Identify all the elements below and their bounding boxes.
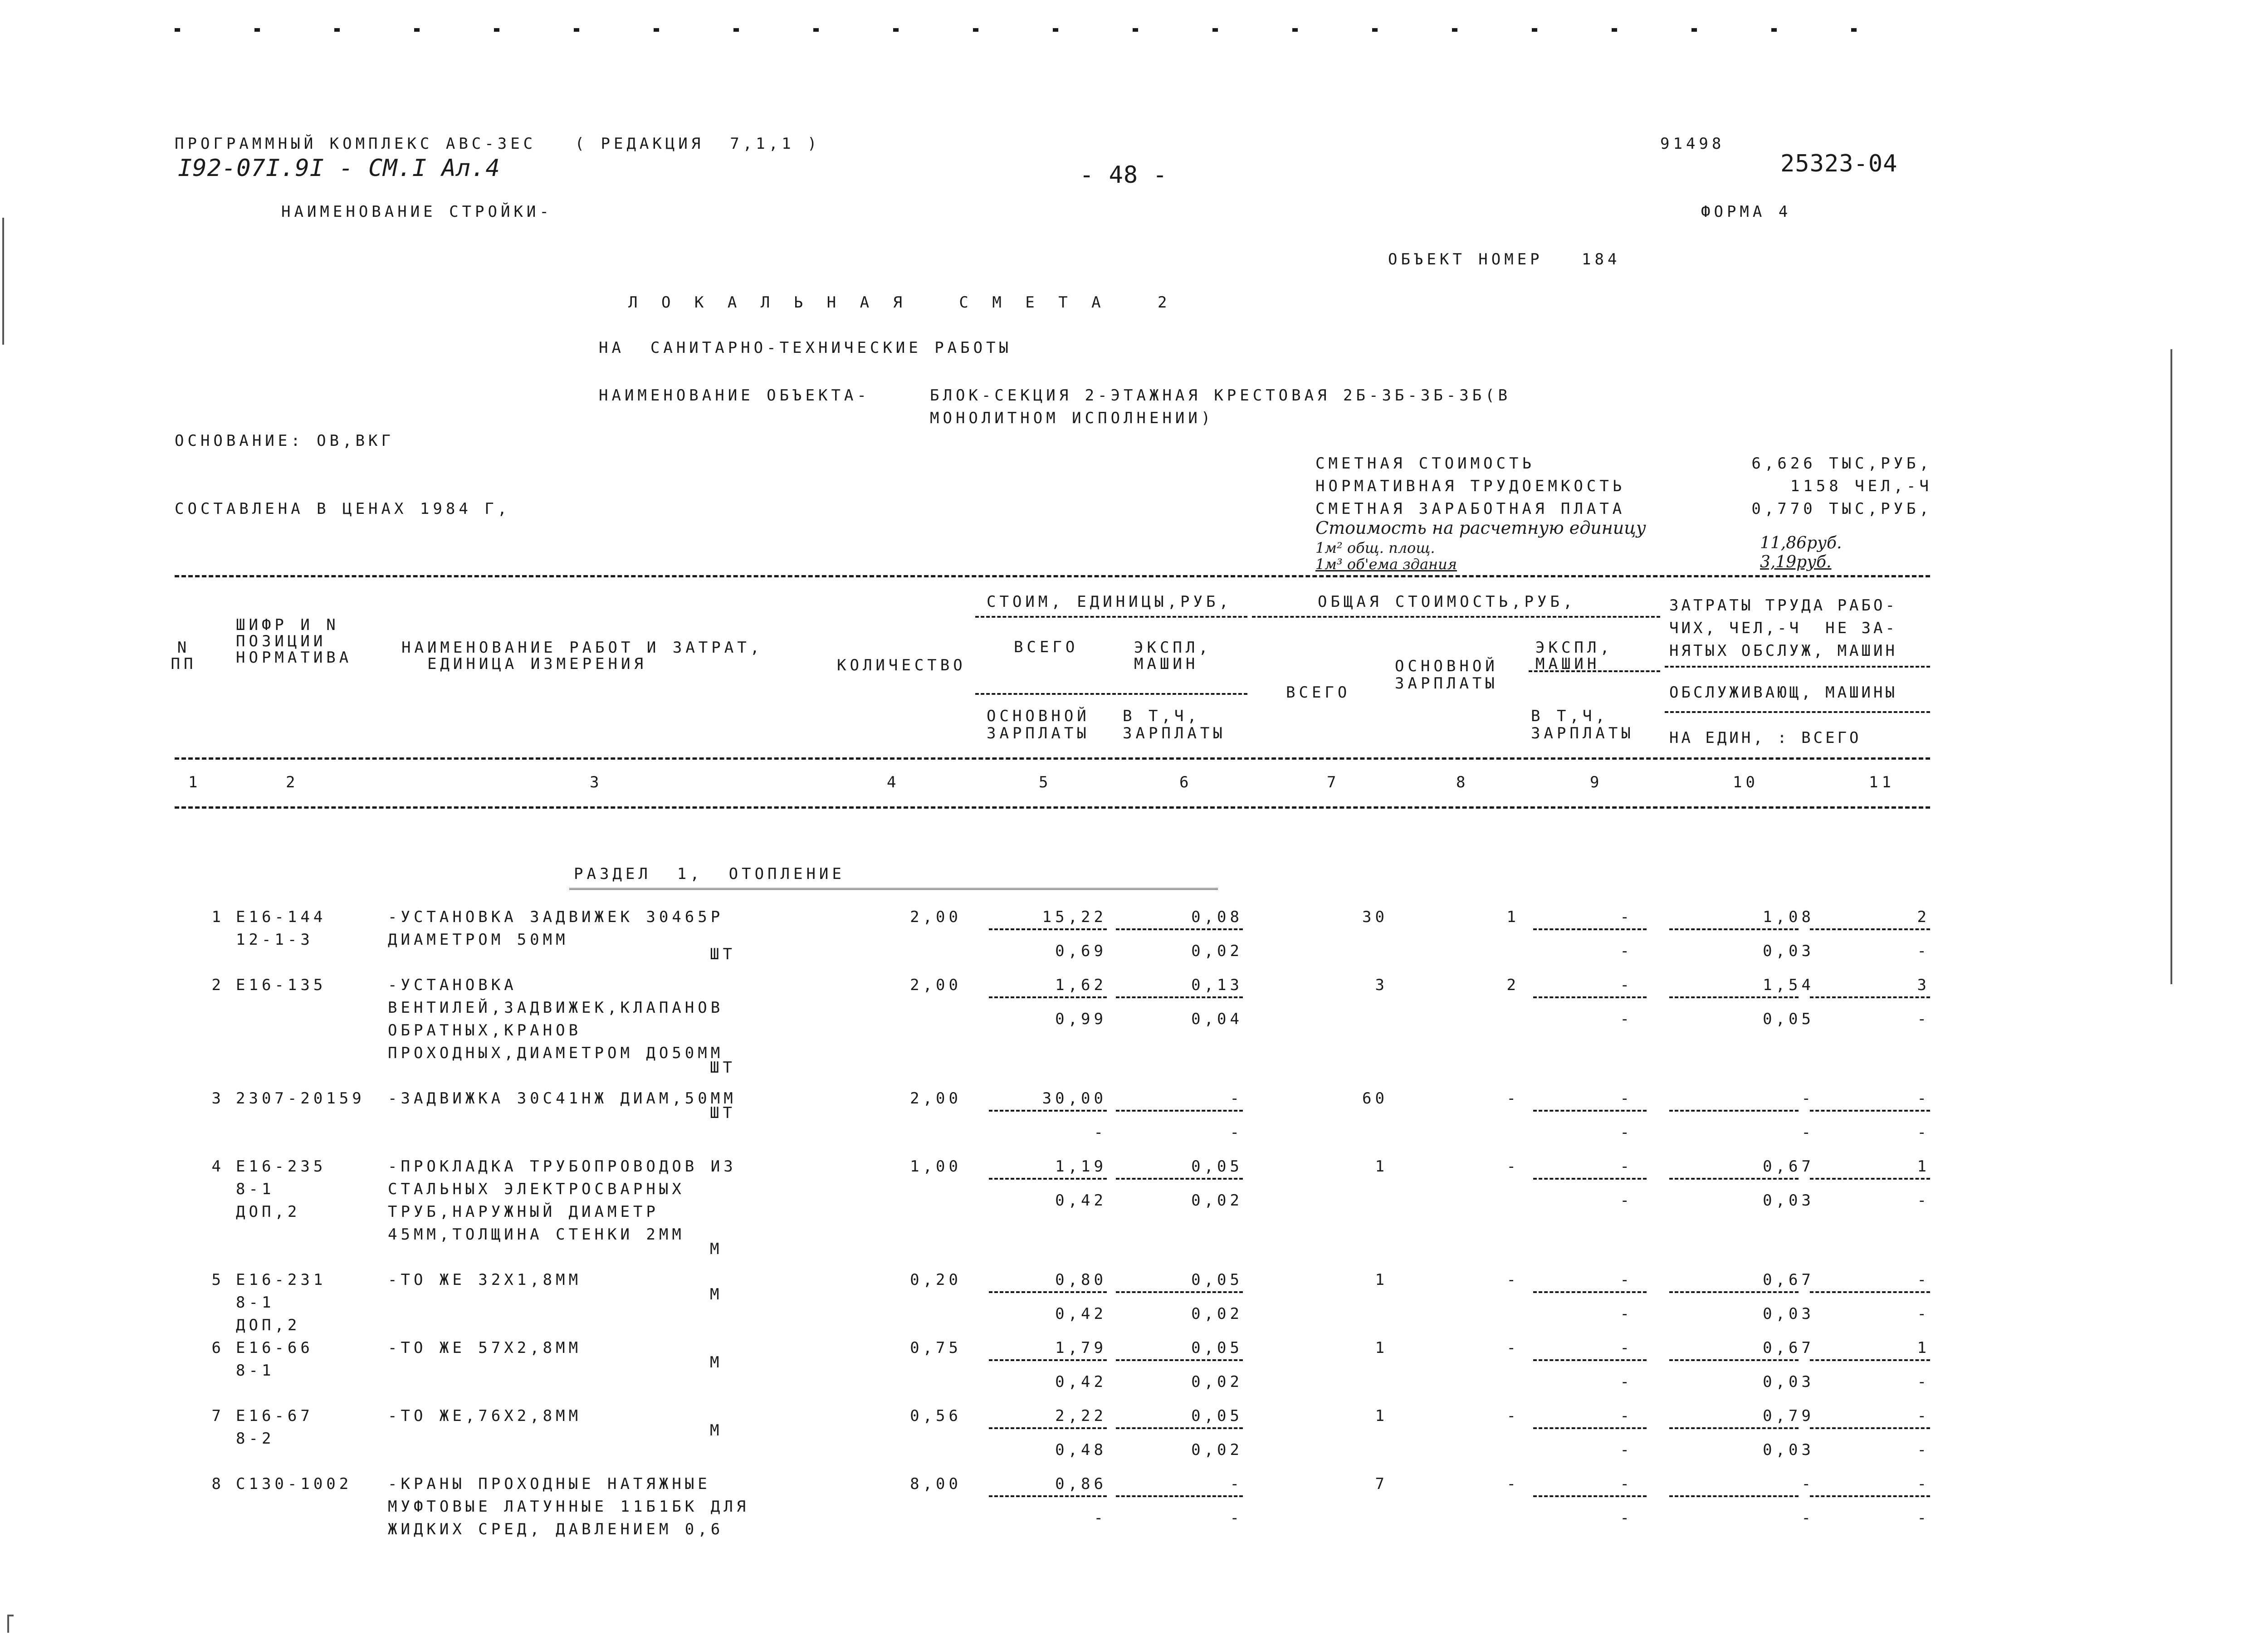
form-label: ФОРМА 4 [1701, 203, 1792, 221]
perforation-dot [574, 28, 579, 32]
cell-divider [1669, 1359, 1799, 1361]
row-labor-unit-machines: - [1801, 1509, 1814, 1527]
col-header-total-incl: В Т,Ч, ЗАРПЛАТЫ [1531, 707, 1634, 742]
column-number: 4 [887, 773, 900, 791]
row-labor-unit-machines: - [1801, 1123, 1814, 1142]
row-unit-wage: 0,48 [1055, 1441, 1107, 1459]
row-code-sub: ДОП,2 [236, 1316, 301, 1334]
row-name-line: -ТО ЖЕ 32Х1,8ММ [388, 1271, 582, 1289]
perforation-dot [1053, 28, 1058, 32]
row-labor-total-machines: - [1917, 942, 1930, 960]
handwritten-stamp: I92-07I.9I - CM.I Ал.4 [178, 155, 500, 182]
cell-divider [1810, 928, 1930, 930]
cell-divider [1669, 1427, 1799, 1429]
row-code-sub: ДОП,2 [236, 1203, 301, 1221]
perforation-dot [1372, 28, 1378, 32]
row-unit-machines: - [1230, 1089, 1243, 1108]
code-right: 25323-04 [1780, 150, 1898, 177]
row-total-wage: - [1506, 1271, 1520, 1289]
row-unit-wage: 0,99 [1055, 1010, 1107, 1028]
row-labor-total-machines: - [1917, 1305, 1930, 1323]
row-unit-incl: 0,02 [1191, 1305, 1243, 1323]
cell-divider [1533, 1359, 1647, 1361]
perforation-dot [813, 28, 819, 32]
column-number: 2 [286, 773, 299, 791]
cell-divider [1116, 1495, 1243, 1497]
perforation-dot [654, 28, 659, 32]
header-subrule [975, 693, 1247, 695]
col-header-code: ШИФР И N ПОЗИЦИИ НОРМАТИВА [236, 616, 352, 667]
row-labor-unit-machines: 0,03 [1763, 942, 1814, 960]
row-name-line: -КРАНЫ ПРОХОДНЫЕ НАТЯЖНЫЕ [388, 1475, 711, 1493]
row-total-machines: - [1620, 1407, 1633, 1425]
row-labor-unit: 0,67 [1763, 1157, 1814, 1176]
row-name-line: МУФТОВЫЕ ЛАТУННЫЕ 11Б1БК ДЛЯ [388, 1498, 750, 1516]
col-header-unit-machines: ЭКСПЛ, МАШИН [1134, 639, 1212, 673]
perforation-dot [1691, 28, 1697, 32]
row-total-machines: - [1620, 908, 1633, 926]
row-name-line: -ПРОКЛАДКА ТРУБОПРОВОДОВ ИЗ [388, 1157, 737, 1176]
row-unit-total: 1,79 [1055, 1339, 1107, 1357]
row-unit-total: 1,19 [1055, 1157, 1107, 1176]
row-unit-wage: - [1094, 1509, 1107, 1527]
row-unit-wage: 0,42 [1055, 1305, 1107, 1323]
row-labor-unit-machines: 0,03 [1763, 1373, 1814, 1391]
cell-divider [989, 1495, 1107, 1497]
column-number: 5 [1039, 773, 1052, 791]
row-total-machines: - [1620, 1339, 1633, 1357]
row-name-line: ТРУБ,НАРУЖНЫЙ ДИАМЕТР [388, 1203, 659, 1221]
row-total-wage: - [1506, 1089, 1520, 1108]
perforation-dot [1771, 28, 1777, 32]
table-rule [175, 757, 1930, 760]
object-name-line2: МОНОЛИТНОМ ИСПОЛНЕНИИ) [930, 409, 1214, 427]
summary-label: СМЕТНАЯ СТОИМОСТЬ [1315, 454, 1535, 473]
row-code-sub: 8-1 [236, 1180, 275, 1198]
row-total-wage: - [1506, 1407, 1520, 1425]
row-unit-machines: - [1230, 1475, 1243, 1493]
row-labor-total-machines: - [1917, 1010, 1930, 1028]
row-quantity: 0,75 [910, 1339, 962, 1357]
row-unit-incl: 0,02 [1191, 1191, 1243, 1210]
summary-value: 0,770 ТЫС,РУБ, [1751, 500, 1932, 518]
row-name-line: -ТО ЖЕ 57Х2,8ММ [388, 1339, 582, 1357]
row-labor-unit: 1,54 [1763, 976, 1814, 994]
row-labor-total: - [1917, 1407, 1930, 1425]
row-unit-machines: 0,05 [1191, 1339, 1243, 1357]
row-number: 1 [211, 908, 225, 926]
margin-mark [7, 1615, 9, 1633]
row-code: 2307-20159 [236, 1089, 365, 1108]
row-total-all: 1 [1375, 1157, 1388, 1176]
row-code-sub: 8-2 [236, 1430, 275, 1448]
column-number: 1 [188, 773, 201, 791]
row-labor-unit: - [1801, 1475, 1814, 1493]
row-labor-total: 1 [1917, 1339, 1930, 1357]
perforation-dot [1532, 28, 1537, 32]
perforation-dot [893, 28, 899, 32]
row-unit-incl: 0,02 [1191, 1373, 1243, 1391]
perforation-dot [973, 28, 978, 32]
row-name-line: ВЕНТИЛЕЙ,ЗАДВИЖЕК,КЛАПАНОВ [388, 999, 724, 1017]
row-unit-machines: 0,08 [1191, 908, 1243, 926]
column-number: 8 [1456, 773, 1469, 791]
row-labor-unit: 0,79 [1763, 1407, 1814, 1425]
row-labor-total: - [1917, 1089, 1930, 1108]
col-header-n: N ПП [171, 639, 197, 673]
row-name-line: ДИАМЕТРОМ 50ММ [388, 931, 569, 949]
row-total-incl: - [1620, 1191, 1633, 1210]
col-header-total-all: ВСЕГО [1286, 683, 1351, 702]
row-total-incl: - [1620, 1373, 1633, 1391]
column-number: 7 [1327, 773, 1340, 791]
row-total-machines: - [1620, 1089, 1633, 1108]
row-labor-unit: 0,67 [1763, 1339, 1814, 1357]
prices-label: СОСТАВЛЕНА В ЦЕНАХ 1984 Г, [175, 500, 511, 518]
column-number: 6 [1179, 773, 1193, 791]
cell-divider [1116, 1359, 1243, 1361]
cell-divider [1533, 1178, 1647, 1180]
col-header-labor-per: НА ЕДИН, : ВСЕГО [1669, 729, 1862, 747]
cell-divider [1810, 1359, 1930, 1361]
row-labor-unit: 0,67 [1763, 1271, 1814, 1289]
header-subrule [1665, 666, 1930, 668]
cell-divider [1116, 996, 1243, 998]
row-unit-machines: 0,05 [1191, 1271, 1243, 1289]
perforation-dot [1292, 28, 1298, 32]
cell-divider [1669, 1495, 1799, 1497]
row-unit-wage: 0,42 [1055, 1373, 1107, 1391]
row-unit-wage: - [1094, 1123, 1107, 1142]
section-underline [569, 888, 1218, 890]
row-number: 2 [211, 976, 225, 994]
column-number: 11 [1869, 773, 1895, 791]
code-left: 91498 [1660, 135, 1725, 153]
row-code: С130-1002 [236, 1475, 352, 1493]
row-unit-total: 2,22 [1055, 1407, 1107, 1425]
row-code-sub: 12-1-3 [236, 931, 313, 949]
row-quantity: 2,00 [910, 1089, 962, 1108]
cell-divider [989, 1291, 1107, 1293]
row-unit-total: 0,86 [1055, 1475, 1107, 1493]
row-unit: М [710, 1421, 723, 1440]
row-total-all: 1 [1375, 1271, 1388, 1289]
row-total-incl: - [1620, 942, 1633, 960]
cell-divider [1533, 1495, 1647, 1497]
row-labor-total: - [1917, 1271, 1930, 1289]
header-subrule [1252, 616, 1660, 618]
margin-mark [7, 1615, 14, 1616]
row-code-sub: 8-1 [236, 1293, 275, 1312]
row-number: 3 [211, 1089, 225, 1108]
col-header-total-cost: ОБЩАЯ СТОИМОСТЬ,РУБ, [1318, 593, 1576, 611]
row-unit-incl: 0,02 [1191, 942, 1243, 960]
row-unit-total: 15,22 [1042, 908, 1107, 926]
row-total-all: 60 [1362, 1089, 1388, 1108]
row-total-all: 7 [1375, 1475, 1388, 1493]
cell-divider [989, 1427, 1107, 1429]
row-unit-total: 0,80 [1055, 1271, 1107, 1289]
object-name-label: НАИМЕНОВАНИЕ ОБЪЕКТА- [599, 386, 870, 405]
cell-divider [989, 1359, 1107, 1361]
row-name-line: -ЗАДВИЖКА 30С41НЖ ДИАМ,50ММ [388, 1089, 737, 1108]
col-header-unit-incl: В Т,Ч, ЗАРПЛАТЫ [1123, 707, 1226, 742]
row-unit-machines: 0,13 [1191, 976, 1243, 994]
cell-divider [1533, 996, 1647, 998]
object-name-line1: БЛОК-СЕКЦИЯ 2-ЭТАЖНАЯ КРЕСТОВАЯ 2Б-3Б-3Б-3Б(В [930, 386, 1511, 405]
summary-label: НОРМАТИВНАЯ ТРУДОЕМКОСТЬ [1315, 477, 1626, 495]
header-subrule [1665, 711, 1930, 713]
row-total-all: 1 [1375, 1339, 1388, 1357]
row-labor-unit-machines: 0,03 [1763, 1305, 1814, 1323]
cell-divider [1810, 996, 1930, 998]
row-name-line: ОБРАТНЫХ,КРАНОВ [388, 1021, 582, 1040]
perforation-dot [1452, 28, 1457, 32]
row-name-line: -ТО ЖЕ,76Х2,8ММ [388, 1407, 582, 1425]
row-total-wage: - [1506, 1475, 1520, 1493]
row-quantity: 0,20 [910, 1271, 962, 1289]
col-header-total-wage: ОСНОВНОЙ ЗАРПЛАТЫ [1395, 657, 1498, 693]
row-total-all: 1 [1375, 1407, 1388, 1425]
row-unit: М [710, 1353, 723, 1371]
object-number: ОБЪЕКТ НОМЕР 184 [1388, 250, 1621, 268]
cell-divider [989, 1178, 1107, 1180]
row-code: Е16-144 [236, 908, 327, 926]
row-total-machines: - [1620, 1157, 1633, 1176]
program-name: ПРОГРАММНЫЙ КОМПЛЕКС АВС-ЗЕС ( РЕДАКЦИЯ 7,1,1 ) [175, 135, 821, 153]
col-header-qty: КОЛИЧЕСТВО [837, 656, 966, 674]
row-total-machines: - [1620, 1475, 1633, 1493]
row-total-all: 30 [1362, 908, 1388, 926]
handwritten-area-label: 1м² общ. площ. [1315, 539, 1435, 556]
row-unit-incl: 0,02 [1191, 1441, 1243, 1459]
column-number: 10 [1733, 773, 1759, 791]
row-labor-unit: 1,08 [1763, 908, 1814, 926]
handwritten-volume-label: 1м³ об'ема здания [1315, 556, 1457, 573]
margin-mark [2170, 349, 2172, 984]
row-unit-wage: 0,69 [1055, 942, 1107, 960]
col-header-labor-sub: ОБСЛУЖИВАЮЩ, МАШИНЫ [1669, 683, 1897, 702]
col-header-total-machines: ЭКСПЛ, МАШИН [1535, 639, 1613, 673]
perforation-dot [334, 28, 340, 32]
row-number: 7 [211, 1407, 225, 1425]
row-labor-total: 3 [1917, 976, 1930, 994]
col-header-unit-total: ВСЕГО [1014, 638, 1079, 656]
perforation-dot [733, 28, 739, 32]
cell-divider [1810, 1495, 1930, 1497]
row-unit-incl: - [1230, 1123, 1243, 1142]
row-total-wage: - [1506, 1157, 1520, 1176]
row-number: 5 [211, 1271, 225, 1289]
row-labor-total-machines: - [1917, 1441, 1930, 1459]
col-header-labor: ЗАТРАТЫ ТРУДА РАБО- ЧИХ, ЧЕЛ,-Ч НЕ ЗА- НЯТЫХ ОБСЛУЖ, МАШИН [1669, 596, 1897, 660]
row-total-machines: - [1620, 976, 1633, 994]
row-code: Е16-231 [236, 1271, 327, 1289]
row-number: 4 [211, 1157, 225, 1176]
row-labor-total-machines: - [1917, 1191, 1930, 1210]
cell-divider [989, 996, 1107, 998]
document-title: Л О К А Л Ь Н А Я С М Е Т А 2 [628, 293, 1174, 312]
cell-divider [989, 928, 1107, 930]
page-number: - 48 - [1080, 161, 1168, 189]
col-header-unit-cost: СТОИМ, ЕДИНИЦЫ,РУБ, [987, 593, 1232, 611]
row-unit-total: 1,62 [1055, 976, 1107, 994]
row-name-line: СТАЛЬНЫХ ЭЛЕКТРОСВАРНЫХ [388, 1180, 685, 1198]
row-total-incl: - [1620, 1441, 1633, 1459]
row-name-line: -УСТАНОВКА ЗАДВИЖЕК 30465Р [388, 908, 724, 926]
row-quantity: 2,00 [910, 908, 962, 926]
row-quantity: 2,00 [910, 976, 962, 994]
cell-divider [1533, 1110, 1647, 1112]
col-header-name: НАИМЕНОВАНИЕ РАБОТ И ЗАТРАТ, ЕДИНИЦА ИЗМЕРЕНИЯ [401, 639, 763, 673]
document-subtitle: НА САНИТАРНО-ТЕХНИЧЕСКИЕ РАБОТЫ [599, 339, 1012, 357]
cell-divider [1669, 928, 1799, 930]
row-total-incl: - [1620, 1010, 1633, 1028]
handwritten-area-value: 11,86руб. [1760, 534, 1842, 552]
cell-divider [1116, 928, 1243, 930]
row-quantity: 0,56 [910, 1407, 962, 1425]
construction-name-label: НАИМЕНОВАНИЕ СТРОЙКИ- [281, 203, 552, 221]
perforation-dot [254, 28, 260, 32]
row-total-machines: - [1620, 1271, 1633, 1289]
row-unit-incl: - [1230, 1509, 1243, 1527]
perforation-dot [1612, 28, 1617, 32]
perforation-dot [1851, 28, 1857, 32]
cell-divider [1810, 1427, 1930, 1429]
cell-divider [1116, 1427, 1243, 1429]
row-total-wage: - [1506, 1339, 1520, 1357]
perforation-dot [494, 28, 499, 32]
handwritten-cost-per-unit: Стоимость на расчетную единицу [1315, 518, 1646, 538]
row-total-incl: - [1620, 1305, 1633, 1323]
column-number: 9 [1590, 773, 1603, 791]
cell-divider [989, 1110, 1107, 1112]
column-number: 3 [590, 773, 603, 791]
row-labor-total-machines: - [1917, 1373, 1930, 1391]
cell-divider [1669, 996, 1799, 998]
row-unit: ШТ [710, 1104, 736, 1122]
summary-value: 1158 ЧЕЛ,-Ч [1790, 477, 1932, 495]
row-labor-unit-machines: 0,05 [1763, 1010, 1814, 1028]
row-number: 6 [211, 1339, 225, 1357]
perforation-dot [414, 28, 420, 32]
row-total-wage: 1 [1506, 908, 1520, 926]
row-code-sub: 8-1 [236, 1362, 275, 1380]
row-total-all: 3 [1375, 976, 1388, 994]
row-quantity: 1,00 [910, 1157, 962, 1176]
row-labor-total: - [1917, 1475, 1930, 1493]
row-total-incl: - [1620, 1509, 1633, 1527]
cell-divider [1669, 1291, 1799, 1293]
cell-divider [1116, 1110, 1243, 1112]
row-labor-unit-machines: 0,03 [1763, 1191, 1814, 1210]
handwritten-volume-value: 3,19руб. [1760, 553, 1832, 571]
row-total-wage: 2 [1506, 976, 1520, 994]
basis-label: ОСНОВАНИЕ: ОВ,ВКГ [175, 432, 394, 450]
row-code: Е16-235 [236, 1157, 327, 1176]
col-header-unit-wage: ОСНОВНОЙ ЗАРПЛАТЫ [987, 707, 1090, 742]
margin-mark [2, 218, 4, 345]
section-title: РАЗДЕЛ 1, ОТОПЛЕНИЕ [574, 865, 845, 883]
row-labor-total: 1 [1917, 1157, 1930, 1176]
row-unit-machines: 0,05 [1191, 1157, 1243, 1176]
cell-divider [1669, 1110, 1799, 1112]
row-labor-unit-machines: 0,03 [1763, 1441, 1814, 1459]
cell-divider [1669, 1178, 1799, 1180]
row-unit: ШТ [710, 1059, 736, 1077]
row-unit-wage: 0,42 [1055, 1191, 1107, 1210]
row-code: Е16-66 [236, 1339, 313, 1357]
row-labor-unit: - [1801, 1089, 1814, 1108]
summary-value: 6,626 ТЫС,РУБ, [1751, 454, 1932, 473]
cell-divider [1810, 1178, 1930, 1180]
row-quantity: 8,00 [910, 1475, 962, 1493]
row-unit: ШТ [710, 945, 736, 963]
perforation-dot [1212, 28, 1218, 32]
row-number: 8 [211, 1475, 225, 1493]
perforation-dot [175, 28, 180, 32]
cell-divider [1116, 1291, 1243, 1293]
row-code: Е16-135 [236, 976, 327, 994]
summary-label: СМЕТНАЯ ЗАРАБОТНАЯ ПЛАТА [1315, 500, 1626, 518]
row-unit: М [710, 1285, 723, 1303]
row-name-line: ПРОХОДНЫХ,ДИАМЕТРОМ ДО50ММ [388, 1044, 724, 1062]
row-code: Е16-67 [236, 1407, 313, 1425]
cell-divider [1533, 1427, 1647, 1429]
perforation-dot [1133, 28, 1138, 32]
row-unit-incl: 0,04 [1191, 1010, 1243, 1028]
row-total-incl: - [1620, 1123, 1633, 1142]
row-name-line: -УСТАНОВКА [388, 976, 517, 994]
table-rule [175, 575, 1930, 577]
row-unit: М [710, 1240, 723, 1258]
row-name-line: 45ММ,ТОЛЩИНА СТЕНКИ 2ММ [388, 1225, 685, 1244]
cell-divider [1810, 1110, 1930, 1112]
header-subrule [975, 616, 1247, 618]
cell-divider [1533, 1291, 1647, 1293]
row-unit-total: 30,00 [1042, 1089, 1107, 1108]
cell-divider [1810, 1291, 1930, 1293]
table-rule [175, 806, 1930, 809]
row-unit-machines: 0,05 [1191, 1407, 1243, 1425]
cell-divider [1116, 1178, 1243, 1180]
cell-divider [1533, 928, 1647, 930]
row-labor-total-machines: - [1917, 1123, 1930, 1142]
row-name-line: ЖИДКИХ СРЕД, ДАВЛЕНИЕМ 0,6 [388, 1520, 724, 1538]
row-labor-total: 2 [1917, 908, 1930, 926]
row-labor-total-machines: - [1917, 1509, 1930, 1527]
